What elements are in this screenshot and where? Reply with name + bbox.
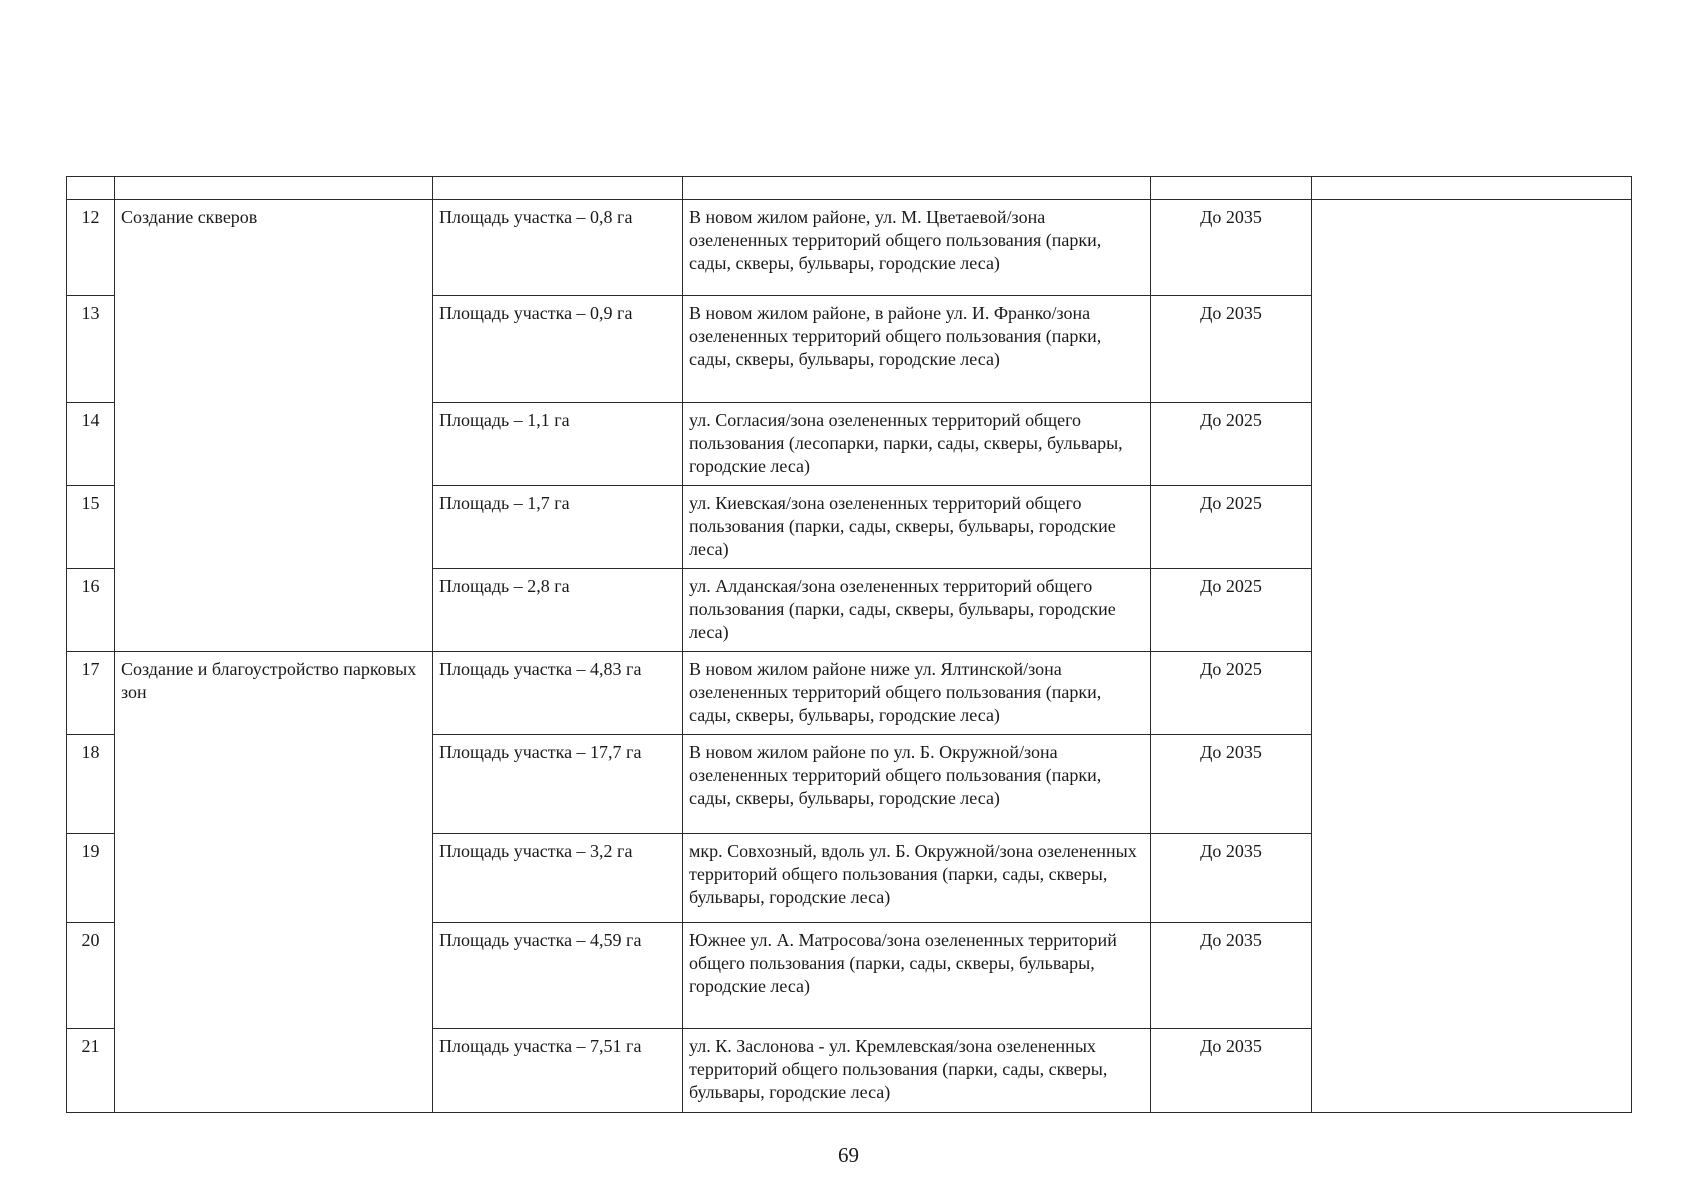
term-cell: До 2025 — [1151, 569, 1312, 652]
row-number-cell: 16 — [67, 569, 115, 652]
location-cell: ул. Согласия/зона озелененных территорий общего пользования (лесопарки, парки, сады, скверы, бульвары, городские леса) — [683, 403, 1151, 486]
term-cell: До 2035 — [1151, 296, 1312, 403]
location-cell: В новом жилом районе ниже ул. Ялтинской/зона озелененных территорий общего пользования (парки, сады, скверы, бульвары, городские леса) — [683, 652, 1151, 735]
row-number-cell: 19 — [67, 834, 115, 923]
location-cell: ул. К. Заслонова - ул. Кремлевская/зона озелененных территорий общего пользования (парки, сады, скверы, бульвары, городские леса) — [683, 1029, 1151, 1113]
area-cell: Площадь участка – 0,9 га — [433, 296, 683, 403]
area-cell: Площадь участка – 17,7 га — [433, 735, 683, 834]
area-cell: Площадь участка – 0,8 га — [433, 200, 683, 296]
area-cell: Площадь – 2,8 га — [433, 569, 683, 652]
table-header-row — [67, 177, 1632, 200]
row-number-cell: 13 — [67, 296, 115, 403]
area-cell: Площадь участка – 4,83 га — [433, 652, 683, 735]
term-cell: До 2035 — [1151, 200, 1312, 296]
area-cell: Площадь участка – 4,59 га — [433, 923, 683, 1029]
area-cell: Площадь участка – 7,51 га — [433, 1029, 683, 1113]
location-cell: В новом жилом районе, в районе ул. И. Франко/зона озелененных территорий общего пользования (парки, сады, скверы, бульвары, городские леса) — [683, 296, 1151, 403]
area-cell: Площадь – 1,7 га — [433, 486, 683, 569]
header-cell-notes — [1312, 177, 1632, 200]
area-cell: Площадь участка – 3,2 га — [433, 834, 683, 923]
objects-table — [66, 176, 1632, 1113]
header-cell-term — [1151, 177, 1312, 200]
term-cell: До 2025 — [1151, 652, 1312, 735]
location-cell: В новом жилом районе по ул. Б. Окружной/зона озелененных территорий общего пользования (парки, сады, скверы, бульвары, городские леса) — [683, 735, 1151, 834]
row-number-cell: 18 — [67, 735, 115, 834]
row-number-cell: 20 — [67, 923, 115, 1029]
term-cell: До 2035 — [1151, 735, 1312, 834]
location-cell: ул. Алданская/зона озелененных территорий общего пользования (парки, сады, скверы, бульвары, городские леса) — [683, 569, 1151, 652]
area-cell: Площадь – 1,1 га — [433, 403, 683, 486]
header-cell-name — [115, 177, 433, 200]
table-body — [67, 177, 1632, 1113]
notes-cell — [1312, 200, 1632, 1113]
location-cell: Южнее ул. А. Матросова/зона озелененных территорий общего пользования (парки, сады, скверы, бульвары, городские леса) — [683, 923, 1151, 1029]
term-cell: До 2035 — [1151, 834, 1312, 923]
term-cell: До 2025 — [1151, 403, 1312, 486]
row-number-cell: 17 — [67, 652, 115, 735]
term-cell: До 2035 — [1151, 923, 1312, 1029]
header-cell-num — [67, 177, 115, 200]
row-number-cell: 15 — [67, 486, 115, 569]
page-number: 69 — [838, 1143, 859, 1167]
location-cell: ул. Киевская/зона озелененных территорий общего пользования (парки, сады, скверы, бульвары, городские леса) — [683, 486, 1151, 569]
term-cell: До 2025 — [1151, 486, 1312, 569]
table-row — [67, 200, 1632, 296]
row-number-cell: 14 — [67, 403, 115, 486]
row-number-cell: 12 — [67, 200, 115, 296]
location-cell: мкр. Совхозный, вдоль ул. Б. Окружной/зона озелененных территорий общего пользования (парки, сады, скверы, бульвары, городские леса) — [683, 834, 1151, 923]
header-cell-location — [683, 177, 1151, 200]
term-cell: До 2035 — [1151, 1029, 1312, 1113]
location-cell: В новом жилом районе, ул. М. Цветаевой/зона озелененных территорий общего пользования (парки, сады, скверы, бульвары, городские леса) — [683, 200, 1151, 296]
header-cell-area — [433, 177, 683, 200]
object-name-cell: Создание и благоустройство парковых зон — [115, 652, 433, 1113]
row-number-cell: 21 — [67, 1029, 115, 1113]
object-name-cell: Создание скверов — [115, 200, 433, 652]
